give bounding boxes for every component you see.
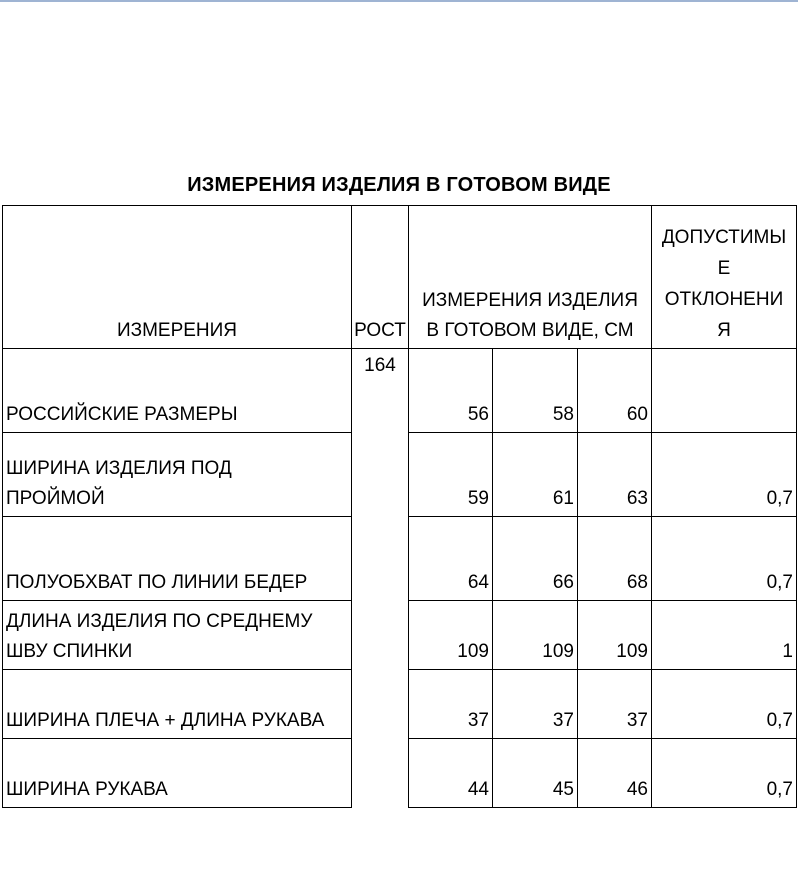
size-value: 56 [409, 349, 493, 433]
row-label: ШИРИНА РУКАВА [3, 739, 352, 808]
table-row [3, 349, 797, 433]
size-value: 46 [578, 739, 652, 808]
size-value: 58 [493, 349, 578, 433]
tolerance-value [652, 349, 797, 433]
row-label: ШИРИНА ИЗДЕЛИЯ ПОД ПРОЙМОЙ [3, 433, 352, 517]
size-value: 68 [578, 517, 652, 601]
size-value: 66 [493, 517, 578, 601]
size-value: 61 [493, 433, 578, 517]
row-label: ШИРИНА ПЛЕЧА + ДЛИНА РУКАВА [3, 670, 352, 739]
document-title: ИЗМЕРЕНИЯ ИЗДЕЛИЯ В ГОТОВОМ ВИДЕ [187, 174, 611, 196]
measurements-table [2, 205, 797, 808]
tolerance-value: 0,7 [652, 739, 797, 808]
size-value: 60 [578, 349, 652, 433]
size-value: 37 [493, 670, 578, 739]
tolerance-value: 1 [652, 601, 797, 670]
size-value: 63 [578, 433, 652, 517]
size-value: 59 [409, 433, 493, 517]
height-value: 164 [352, 349, 409, 808]
size-value: 109 [493, 601, 578, 670]
tolerance-value: 0,7 [652, 517, 797, 601]
size-value: 109 [409, 601, 493, 670]
header-finished-measurements: ИЗМЕРЕНИЯ ИЗДЕЛИЯ В ГОТОВОМ ВИДЕ, СМ [409, 206, 652, 349]
size-value: 37 [409, 670, 493, 739]
row-label: РОССИЙСКИЕ РАЗМЕРЫ [3, 349, 352, 433]
header-row [3, 206, 797, 349]
header-measurements: ИЗМЕРЕНИЯ [3, 206, 352, 349]
top-border-line [0, 0, 798, 2]
size-value: 45 [493, 739, 578, 808]
tolerance-value: 0,7 [652, 670, 797, 739]
header-tolerance: ДОПУСТИМЫ Е ОТКЛОНЕНИ Я [652, 206, 797, 349]
size-value: 44 [409, 739, 493, 808]
size-value: 109 [578, 601, 652, 670]
tolerance-value: 0,7 [652, 433, 797, 517]
size-value: 64 [409, 517, 493, 601]
header-height: РОСТ [352, 206, 409, 349]
row-label: ДЛИНА ИЗДЕЛИЯ ПО СРЕДНЕМУ ШВУ СПИНКИ [3, 601, 352, 670]
size-value: 37 [578, 670, 652, 739]
row-label: ПОЛУОБХВАТ ПО ЛИНИИ БЕДЕР [3, 517, 352, 601]
